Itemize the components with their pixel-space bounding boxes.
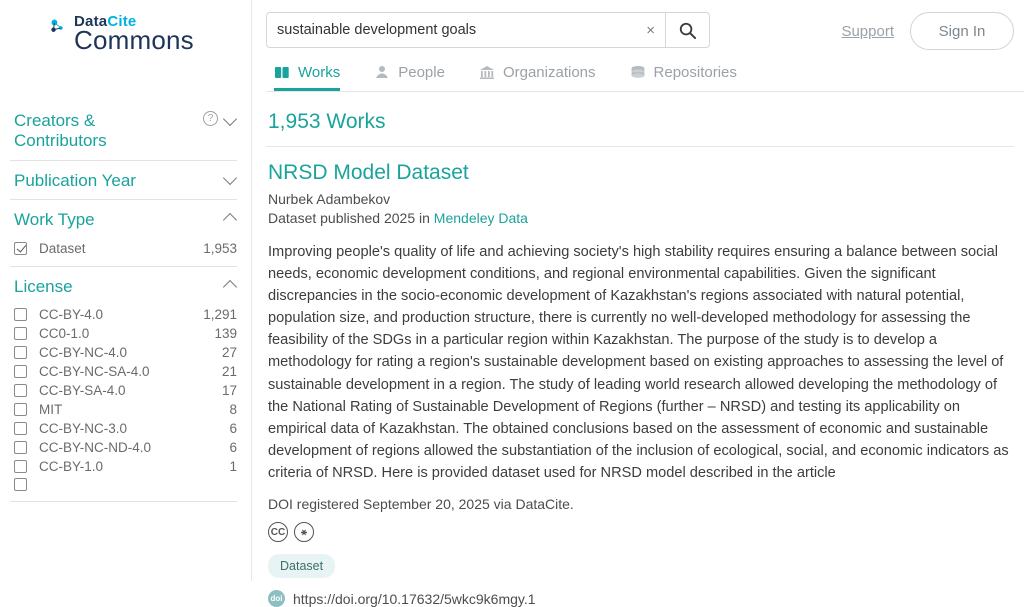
facet-title: Work Type [14,210,95,230]
facet-title: Publication Year [14,170,136,190]
help-icon[interactable]: ? [203,111,218,126]
facet-option[interactable] [14,438,237,457]
facet-option-label: CC-BY-NC-4.0 [39,344,128,360]
facet-option-label: CC-BY-SA-4.0 [39,382,126,398]
facet-option[interactable] [14,419,237,438]
facet-option[interactable] [14,305,237,324]
chevron-up-icon[interactable] [224,210,237,223]
facet-option-count: 6 [229,420,237,436]
tab-label: Works [298,64,341,81]
result-item [266,147,1024,607]
tab-works[interactable] [274,64,340,91]
facet-option-label: MIT [39,401,63,417]
tab-label: People [398,64,445,81]
organizations-icon [479,65,495,80]
result-meta-prefix: Dataset published 2025 in [268,210,434,226]
facet-option[interactable] [14,324,237,343]
checkbox-icon[interactable] [14,327,27,340]
facet-option-label: CC-BY-NC-3.0 [39,420,128,436]
doi-icon: doi [268,590,285,607]
facet-option-label: CC-BY-1.0 [39,458,104,474]
datacite-logo-icon [48,16,70,38]
chevron-down-icon[interactable] [224,112,237,125]
facet-option-count: 27 [221,344,237,360]
facet-title: License [14,276,73,296]
facet-option[interactable] [14,400,237,419]
repositories-icon [630,65,646,80]
logo-datacite-data: Data [74,13,108,30]
logo-commons: Commons [74,25,194,55]
checkbox-icon[interactable] [14,403,27,416]
facet-option[interactable] [14,457,237,476]
facet-option-label: CC-BY-4.0 [39,306,104,322]
facet-option[interactable] [14,343,237,362]
facet-options [14,239,237,258]
sign-in-button[interactable]: Sign In [910,12,1014,50]
checkbox-icon[interactable] [14,384,27,397]
checkbox-icon[interactable] [14,242,27,255]
result-doi-registered: DOI registered September 20, 2025 via DataCite. [268,496,574,513]
facet-header[interactable] [14,111,237,152]
header-actions [841,12,1024,50]
facet-option-count: 1,291 [203,306,237,322]
tab-repositories[interactable] [630,64,737,91]
facet-option[interactable] [14,476,237,493]
top-bar [266,0,1024,50]
facet-option[interactable] [14,239,237,258]
facet-publication-year [10,161,237,200]
facet-options [14,305,237,493]
facet-option[interactable] [14,362,237,381]
license-icons [268,522,1014,542]
facet-option-label: CC-BY-NC-SA-4.0 [39,363,150,379]
search-button[interactable] [666,12,710,48]
checkbox-icon[interactable] [14,365,27,378]
facet-work-type [10,200,237,266]
result-count: 1,953 Works [268,110,386,133]
checkbox-icon[interactable] [14,478,27,491]
logo-datacite-cite: Cite [107,13,137,30]
result-meta [268,210,1014,226]
checkbox-icon[interactable] [14,422,27,435]
facet-option-count: 21 [221,363,237,379]
facet-header[interactable] [14,210,237,230]
clear-search-icon[interactable]: × [646,21,655,39]
result-author: Nurbek Adambekov [268,191,391,207]
facet-option-count: 1,953 [203,240,237,256]
facet-option[interactable] [14,381,237,400]
works-icon [274,65,290,80]
result-doi [268,590,1014,607]
search-icon [678,21,697,40]
facet-option-count: 17 [221,382,237,398]
facet-license [10,267,237,502]
support-link[interactable]: Support [841,22,894,40]
chevron-down-icon[interactable] [224,171,237,184]
main-content [252,0,1024,607]
facet-option-label: CC-BY-NC-ND-4.0 [39,439,152,455]
checkbox-icon[interactable] [14,308,27,321]
result-tabs [266,64,1024,91]
facet-option-count: 8 [229,401,237,417]
chevron-up-icon[interactable] [224,277,237,290]
result-repository-link[interactable]: Mendeley Data [433,210,528,226]
cc-by-icon[interactable]: ⚹ [294,522,314,542]
sidebar [0,0,252,581]
facet-option-count: 6 [229,439,237,455]
search-input[interactable] [266,12,666,48]
people-icon [374,65,390,80]
tab-people[interactable] [374,64,445,91]
facet-title: Creators & Contributors [14,111,107,151]
result-tag[interactable]: Dataset [268,554,335,578]
facet-option-count: 139 [214,325,237,341]
result-title-link[interactable]: NRSD Model Dataset [268,161,469,184]
facet-option-count: 1 [229,458,237,474]
checkbox-icon[interactable] [14,441,27,454]
search-input-value: sustainable development goals [277,22,477,38]
facet-option-label: Dataset [39,240,86,256]
facet-header[interactable] [14,171,237,191]
facet-option-label: CC0-1.0 [39,325,90,341]
site-logo[interactable] [48,14,237,53]
tab-label: Repositories [653,64,737,81]
cc-icon[interactable]: CC [268,522,288,542]
tab-label: Organizations [502,64,596,81]
facet-creators-contributors [10,101,237,161]
tab-organizations[interactable] [479,64,596,91]
result-doi-link[interactable]: https://doi.org/10.17632/5wkc9k6mgy.1 [293,590,536,607]
result-description: Improving people's quality of life and achieving society's high stability requires ensuring a balance between social needs, economic development conditions, and regional environmental capabilities. Given the significant discrepancies in the socio-economic development of Kazakhstan's regions associated with natural potential, population size, and production structure, there is currently no well-developed methodology for assessing the feasibility of the SDGs in a particular region within Kazakhstan. The purpose of the study is to develop a methodology for rating a region's sustainable development based on existing approaches to assessing the level of sustainable development in a region. The study of leading world research allowed developing the methodology of the National Rating of Sustainable Development of Regions (further – NRSD) and testing its applicability on empirical data of Kazakhstan. The obtained conclusions based on the assessment of economic and sustainable development of regions allowed the substantiation of the inclusion of ecological, social, and economic indicators as criteria of NRSD. Here is provided dataset used for NRSD model described in the article [268,243,1009,482]
checkbox-icon[interactable] [14,460,27,473]
facet-header[interactable] [14,277,237,297]
checkbox-icon[interactable] [14,346,27,359]
